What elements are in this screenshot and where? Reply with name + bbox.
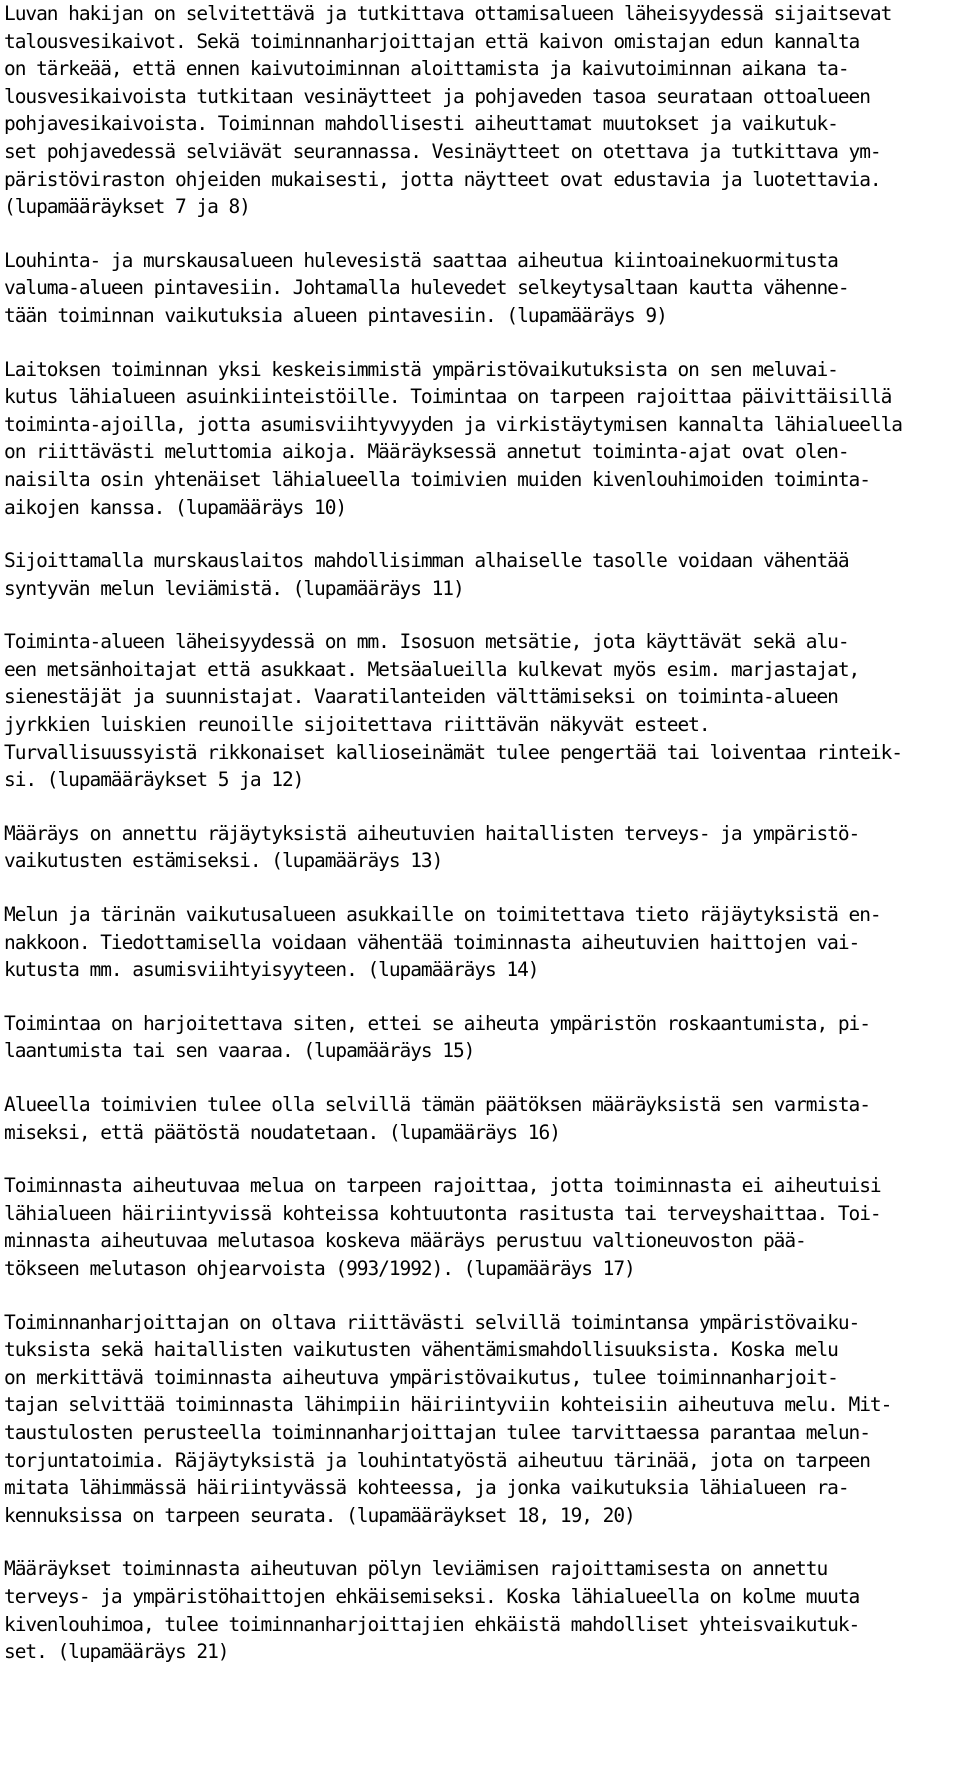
text-line: nakkoon. Tiedottamisella voidaan vähentää toiminnasta aiheutuvien haittojen vai- xyxy=(4,930,860,954)
text-line: si. (lupamääräykset 5 ja 12) xyxy=(4,768,304,792)
text-line: sienestäjät ja suunnistajat. Vaaratilanteiden välttämiseksi on toiminta-alueen xyxy=(4,685,838,709)
paragraph-littering xyxy=(4,1010,948,1065)
text-line: toiminta-ajoilla, jotta asumisviihtyvyyden ja virkistäytymisen kannalta lähialueella xyxy=(4,412,902,436)
text-line: talousvesikaivot. Sekä toiminnanharjoittajan että kaivon omistajan edun kannalta xyxy=(4,29,860,53)
text-line: tökseen melutason ohjearvoista (993/1992). (lupamääräys 17) xyxy=(4,1256,635,1280)
text-line: vaikutusten estämiseksi. (lupamääräys 13) xyxy=(4,849,443,873)
text-line: Alueella toimivien tulee olla selvillä tämän päätöksen määräyksistä sen varmista- xyxy=(4,1093,870,1116)
text-line: Toimintaa on harjoitettava siten, ettei se aiheuta ympäristön roskaantumista, pi- xyxy=(4,1011,870,1035)
text-line: tajan selvittää toiminnasta lähimpiin häiriintyviin kohteisiin aiheutuva melu. Mit- xyxy=(4,1393,892,1417)
text-line: naisilta osin yhtenäiset lähialueella toimivien muiden kivenlouhimoiden toiminta- xyxy=(4,467,870,491)
paragraph-awareness xyxy=(4,1091,948,1146)
text-line: (lupamääräykset 7 ja 8) xyxy=(4,195,250,219)
text-line: mitata lähimmässä häiriintyvässä kohteessa, ja jonka vaikutuksia lähialueen ra- xyxy=(4,1476,849,1500)
text-line: on tärkeää, että ennen kaivutoiminnan aloittamista ja kaivutoiminnan aikana ta- xyxy=(4,57,849,81)
text-line: kutusta mm. asumisviihtyisyyteen. (lupamääräys 14) xyxy=(4,958,539,982)
text-line: torjuntatoimia. Räjäytyksistä ja louhintatyöstä aiheutuu tärinää, jota on tarpeen xyxy=(4,1448,870,1472)
paragraph-dust xyxy=(4,1555,948,1665)
paragraph-noise-limits xyxy=(4,1172,948,1282)
text-line: on riittävästi meluttomia aikoja. Määräyksessä annetut toiminta-ajat ovat olen- xyxy=(4,440,849,464)
text-line: laantumista tai sen vaaraa. (lupamääräys 15) xyxy=(4,1039,475,1063)
text-line: Määräys on annettu räjäytyksistä aiheutuvien haitallisten terveys- ja ympäristö- xyxy=(4,821,860,845)
text-line: Louhinta- ja murskausalueen hulevesistä saattaa aiheutua kiintoainekuormitusta xyxy=(4,248,838,272)
text-line: päristöviraston ohjeiden mukaisesti, jotta näytteet ovat edustavia ja luotettavia. xyxy=(4,167,881,191)
text-line: Määräykset toiminnasta aiheutuvan pölyn leviämisen rajoittamisesta on annettu xyxy=(4,1557,828,1581)
text-line: kutus lähialueen asuinkiinteistöille. Toimintaa on tarpeen rajoittaa päivittäisillä xyxy=(4,385,892,409)
text-line: Toiminnanharjoittajan on oltava riittävästi selvillä toimintansa ympäristövaiku- xyxy=(4,1310,860,1334)
paragraph-noise-impact xyxy=(4,356,948,522)
text-line: syntyvän melun leviämistä. (lupamääräys 11) xyxy=(4,576,464,600)
text-line: Melun ja tärinän vaikutusalueen asukkaille on toimitettava tieto räjäytyksistä en- xyxy=(4,903,881,927)
text-line: lähialueen häiriintyvissä kohteissa kohtuutonta rasitusta tai terveyshaittaa. Toi- xyxy=(4,1201,881,1225)
paragraph-blasting-notice xyxy=(4,901,948,984)
text-line: minnasta aiheutuvaa melutasoa koskeva määräys perustuu valtioneuvoston pää- xyxy=(4,1229,806,1253)
text-line: Laitoksen toiminnan yksi keskeisimmistä ympäristövaikutuksista on sen meluvai- xyxy=(4,357,838,381)
text-line: aikojen kanssa. (lupamääräys 10) xyxy=(4,495,347,519)
paragraph-safety-barriers xyxy=(4,628,948,794)
text-line: miseksi, että päätöstä noudatetaan. (lupamääräys 16) xyxy=(4,1120,560,1144)
text-line: set. (lupamääräys 21) xyxy=(4,1640,229,1664)
text-line: taustulosten perusteella toiminnanharjoittajan tulee tarvittaessa parantaa melun- xyxy=(4,1420,870,1444)
paragraph-groundwater-wells xyxy=(4,0,948,221)
text-line: on merkittävä toiminnasta aiheutuva ympäristövaikutus, tulee toiminnanharjoit- xyxy=(4,1365,838,1389)
text-line: kennuksissa on tarpeen seurata. (lupamääräykset 18, 19, 20) xyxy=(4,1503,635,1527)
paragraph-blasting-health xyxy=(4,820,948,875)
text-line: pohjavesikaivoista. Toiminnan mahdollisesti aiheuttamat muutokset ja vaikutuk- xyxy=(4,112,838,136)
text-line: terveys- ja ympäristöhaittojen ehkäisemiseksi. Koska lähialueella on kolme muuta xyxy=(4,1584,860,1608)
text-line: Toiminta-alueen läheisyydessä on mm. Isosuon metsätie, jota käyttävät sekä alu- xyxy=(4,630,849,654)
text-line: kivenlouhimoa, tulee toiminnanharjoittajien ehkäistä mahdolliset yhteisvaikutuk- xyxy=(4,1612,860,1636)
text-line: Turvallisuussyistä rikkonaiset kallioseinämät tulee pengertää tai loiventaa rinteik- xyxy=(4,740,902,764)
paragraph-monitoring xyxy=(4,1309,948,1530)
text-line: jyrkkien luiskien reunoille sijoitettava riittävän näkyvät esteet. xyxy=(4,713,710,737)
text-line: valuma-alueen pintavesiin. Johtamalla hulevedet selkeytysaltaan kautta vähenne- xyxy=(4,276,849,300)
text-line: Sijoittamalla murskauslaitos mahdollisimman alhaiselle tasolle voidaan vähentää xyxy=(4,549,849,573)
text-line: lousvesikaivoista tutkitaan vesinäytteet ja pohjaveden tasoa seurataan ottoalueen xyxy=(4,84,870,108)
text-line: tään toiminnan vaikutuksia alueen pintavesiin. (lupamääräys 9) xyxy=(4,303,667,327)
text-line: tuksista sekä haitallisten vaikutusten vähentämismahdollisuuksista. Koska melu xyxy=(4,1338,838,1362)
text-line: set pohjavedessä selviävät seurannassa. Vesinäytteet on otettava ja tutkittava ym- xyxy=(4,139,881,163)
text-line: een metsänhoitajat että asukkaat. Metsäalueilla kulkevat myös esim. marjastajat, xyxy=(4,657,860,681)
document-page xyxy=(4,0,948,1692)
text-line: Luvan hakijan on selvitettävä ja tutkittava ottamisalueen läheisyydessä sijaitsevat xyxy=(4,2,892,25)
paragraph-crusher-placement xyxy=(4,547,948,602)
paragraph-stormwater xyxy=(4,247,948,330)
text-line: Toiminnasta aiheutuvaa melua on tarpeen rajoittaa, jotta toiminnasta ei aiheutuisi xyxy=(4,1174,881,1198)
